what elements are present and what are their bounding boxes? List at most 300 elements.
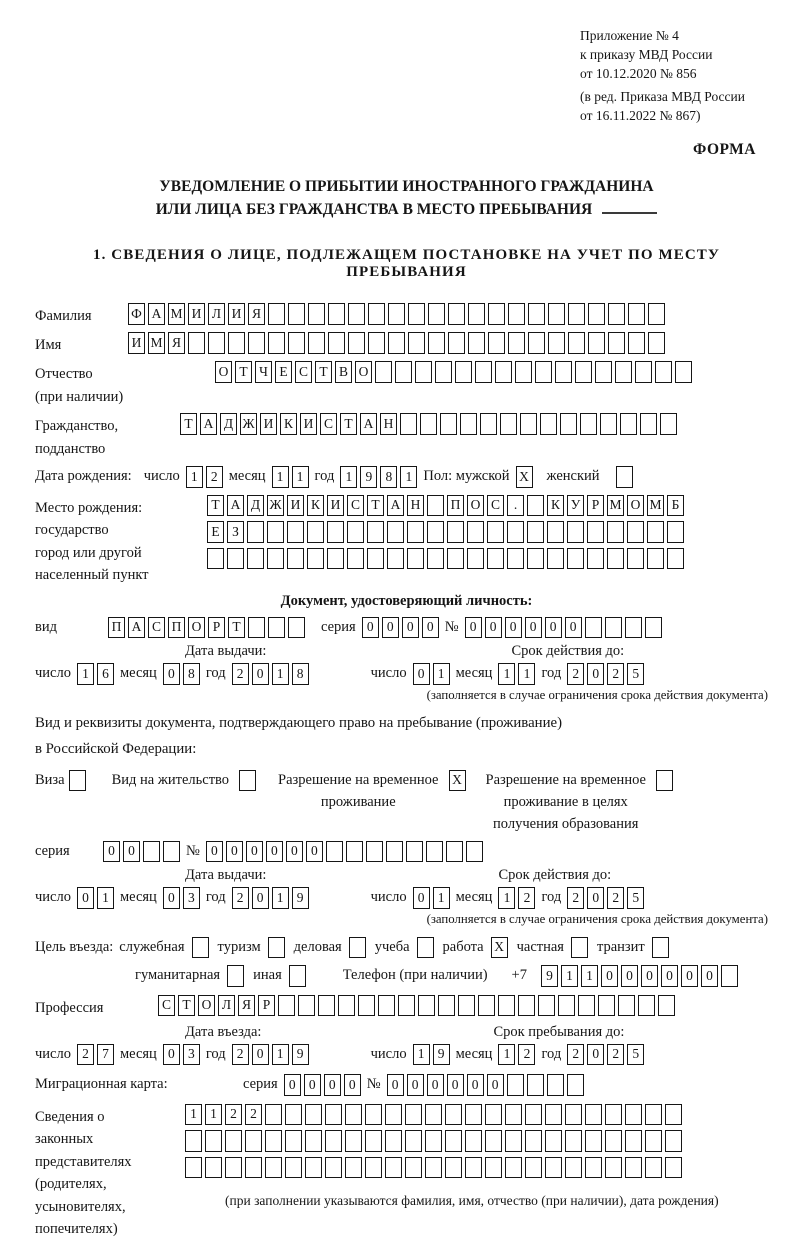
char-box[interactable]: 0	[344, 1074, 361, 1096]
char-box[interactable]	[185, 1130, 202, 1152]
char-box[interactable]	[448, 303, 465, 325]
char-box[interactable]: 1	[498, 887, 515, 909]
char-box[interactable]: 1	[581, 965, 598, 987]
char-box[interactable]	[665, 1104, 682, 1126]
char-box[interactable]	[438, 995, 455, 1017]
char-box[interactable]	[326, 841, 343, 863]
char-box[interactable]	[245, 1130, 262, 1152]
char-box[interactable]	[440, 413, 457, 435]
char-box[interactable]: Н	[407, 495, 424, 517]
doc-valid-day[interactable]	[413, 663, 450, 685]
char-box[interactable]	[228, 332, 245, 354]
char-box[interactable]	[395, 361, 412, 383]
char-box[interactable]	[608, 332, 625, 354]
char-box[interactable]	[605, 1104, 622, 1126]
char-box[interactable]: О	[215, 361, 232, 383]
char-box[interactable]	[305, 1104, 322, 1126]
char-box[interactable]	[425, 1104, 442, 1126]
char-box[interactable]	[560, 413, 577, 435]
char-box[interactable]	[535, 361, 552, 383]
char-box[interactable]	[365, 1130, 382, 1152]
char-box[interactable]: А	[200, 413, 217, 435]
char-box[interactable]: 1	[205, 1104, 222, 1126]
char-box[interactable]: В	[335, 361, 352, 383]
char-box[interactable]	[348, 332, 365, 354]
char-box[interactable]	[268, 617, 285, 639]
char-box[interactable]	[205, 1130, 222, 1152]
char-box[interactable]	[418, 995, 435, 1017]
char-box[interactable]: 0	[324, 1074, 341, 1096]
char-box[interactable]: 5	[627, 1044, 644, 1066]
char-box[interactable]: 2	[206, 466, 223, 488]
char-box[interactable]	[620, 413, 637, 435]
char-box[interactable]	[627, 521, 644, 543]
purpose-tourism-checkbox[interactable]	[268, 937, 285, 959]
char-box[interactable]	[385, 1104, 402, 1126]
char-box[interactable]: 0	[286, 841, 303, 863]
char-box[interactable]	[375, 361, 392, 383]
char-box[interactable]	[267, 548, 284, 570]
char-box[interactable]	[420, 413, 437, 435]
doc-number-input[interactable]	[465, 617, 662, 639]
char-box[interactable]	[468, 303, 485, 325]
char-box[interactable]	[525, 1130, 542, 1152]
char-box[interactable]	[585, 1157, 602, 1179]
char-box[interactable]	[308, 303, 325, 325]
char-box[interactable]: 8	[183, 663, 200, 685]
char-box[interactable]	[265, 1157, 282, 1179]
char-box[interactable]	[406, 841, 423, 863]
char-box[interactable]: 1	[77, 663, 94, 685]
char-box[interactable]	[652, 937, 669, 959]
char-box[interactable]	[248, 617, 265, 639]
char-box[interactable]	[528, 332, 545, 354]
char-box[interactable]	[265, 1104, 282, 1126]
char-box[interactable]	[485, 1130, 502, 1152]
char-box[interactable]	[628, 332, 645, 354]
char-box[interactable]: 2	[567, 887, 584, 909]
purpose-private-checkbox[interactable]	[571, 937, 588, 959]
char-box[interactable]: Я	[248, 303, 265, 325]
char-box[interactable]: 0	[362, 617, 379, 639]
char-box[interactable]	[405, 1157, 422, 1179]
char-box[interactable]	[388, 303, 405, 325]
purpose-study-checkbox[interactable]	[417, 937, 434, 959]
stay-day[interactable]	[413, 1044, 450, 1066]
char-box[interactable]: 2	[607, 887, 624, 909]
char-box[interactable]: 1	[272, 1044, 289, 1066]
char-box[interactable]	[527, 1074, 544, 1096]
char-box[interactable]: Т	[315, 361, 332, 383]
char-box[interactable]: 0	[505, 617, 522, 639]
char-box[interactable]	[547, 548, 564, 570]
char-box[interactable]	[398, 995, 415, 1017]
char-box[interactable]: 2	[607, 663, 624, 685]
char-box[interactable]	[367, 548, 384, 570]
char-box[interactable]	[345, 1130, 362, 1152]
char-box[interactable]	[407, 548, 424, 570]
char-box[interactable]	[143, 841, 160, 863]
char-box[interactable]: 9	[433, 1044, 450, 1066]
char-box[interactable]	[480, 413, 497, 435]
char-box[interactable]: 0	[252, 663, 269, 685]
phone-input[interactable]	[541, 965, 738, 987]
char-box[interactable]	[227, 548, 244, 570]
char-box[interactable]	[385, 1157, 402, 1179]
char-box[interactable]: 2	[567, 1044, 584, 1066]
char-box[interactable]	[488, 303, 505, 325]
char-box[interactable]	[267, 521, 284, 543]
char-box[interactable]: 0	[587, 663, 604, 685]
char-box[interactable]: Е	[275, 361, 292, 383]
char-box[interactable]	[207, 548, 224, 570]
patronymic-input[interactable]	[215, 361, 692, 383]
char-box[interactable]	[648, 303, 665, 325]
sex-male-checkbox[interactable]	[516, 466, 533, 488]
permit-series-input[interactable]	[103, 841, 180, 863]
char-box[interactable]	[538, 995, 555, 1017]
char-box[interactable]: 1	[413, 1044, 430, 1066]
char-box[interactable]: О	[198, 995, 215, 1017]
char-box[interactable]	[515, 361, 532, 383]
char-box[interactable]	[447, 548, 464, 570]
char-box[interactable]	[466, 841, 483, 863]
char-box[interactable]	[645, 1104, 662, 1126]
char-box[interactable]	[507, 1074, 524, 1096]
char-box[interactable]	[478, 995, 495, 1017]
char-box[interactable]	[527, 548, 544, 570]
char-box[interactable]: Т	[180, 413, 197, 435]
char-box[interactable]	[525, 1104, 542, 1126]
char-box[interactable]: Ч	[255, 361, 272, 383]
char-box[interactable]: 0	[465, 617, 482, 639]
char-box[interactable]	[327, 548, 344, 570]
char-box[interactable]	[548, 332, 565, 354]
char-box[interactable]: О	[467, 495, 484, 517]
char-box[interactable]: Н	[380, 413, 397, 435]
migration-number-input[interactable]	[387, 1074, 584, 1096]
char-box[interactable]: 1	[433, 663, 450, 685]
doc-series-input[interactable]	[362, 617, 439, 639]
char-box[interactable]	[446, 841, 463, 863]
char-box[interactable]: 0	[545, 617, 562, 639]
char-box[interactable]: 2	[232, 1044, 249, 1066]
temp-residence-checkbox[interactable]	[449, 770, 466, 792]
char-box[interactable]: 0	[487, 1074, 504, 1096]
char-box[interactable]: 0	[206, 841, 223, 863]
char-box[interactable]	[656, 770, 673, 792]
char-box[interactable]: 2	[607, 1044, 624, 1066]
char-box[interactable]	[505, 1157, 522, 1179]
char-box[interactable]: X	[516, 466, 533, 488]
char-box[interactable]: 0	[467, 1074, 484, 1096]
entry-month[interactable]	[163, 1044, 200, 1066]
char-box[interactable]	[588, 303, 605, 325]
birth-place-input-line2[interactable]	[207, 521, 684, 543]
char-box[interactable]: 0	[252, 887, 269, 909]
char-box[interactable]: К	[547, 495, 564, 517]
char-box[interactable]	[428, 332, 445, 354]
char-box[interactable]	[568, 332, 585, 354]
char-box[interactable]	[338, 995, 355, 1017]
char-box[interactable]: 9	[541, 965, 558, 987]
birth-place-input-line3[interactable]	[207, 548, 684, 570]
char-box[interactable]	[645, 617, 662, 639]
char-box[interactable]	[288, 303, 305, 325]
char-box[interactable]	[388, 332, 405, 354]
char-box[interactable]	[460, 413, 477, 435]
char-box[interactable]: 9	[292, 1044, 309, 1066]
char-box[interactable]	[605, 1157, 622, 1179]
char-box[interactable]: 0	[163, 887, 180, 909]
char-box[interactable]: 1	[185, 1104, 202, 1126]
stay-month[interactable]	[498, 1044, 535, 1066]
char-box[interactable]: С	[320, 413, 337, 435]
char-box[interactable]	[548, 303, 565, 325]
char-box[interactable]: 0	[601, 965, 618, 987]
char-box[interactable]: 7	[97, 1044, 114, 1066]
char-box[interactable]: 1	[498, 663, 515, 685]
char-box[interactable]	[571, 937, 588, 959]
char-box[interactable]	[635, 361, 652, 383]
char-box[interactable]	[225, 1130, 242, 1152]
char-box[interactable]	[185, 1157, 202, 1179]
char-box[interactable]: Ж	[240, 413, 257, 435]
char-box[interactable]	[268, 332, 285, 354]
char-box[interactable]	[518, 995, 535, 1017]
char-box[interactable]	[487, 548, 504, 570]
char-box[interactable]	[278, 995, 295, 1017]
doc-issue-day[interactable]	[77, 663, 114, 685]
char-box[interactable]: Б	[667, 495, 684, 517]
char-box[interactable]	[660, 413, 677, 435]
char-box[interactable]: И	[300, 413, 317, 435]
char-box[interactable]	[308, 332, 325, 354]
char-box[interactable]: 0	[427, 1074, 444, 1096]
doc-valid-month[interactable]	[498, 663, 535, 685]
char-box[interactable]: О	[627, 495, 644, 517]
char-box[interactable]	[640, 413, 657, 435]
char-box[interactable]	[365, 1104, 382, 1126]
entry-year[interactable]	[232, 1044, 309, 1066]
migration-series-input[interactable]	[284, 1074, 361, 1096]
char-box[interactable]: 0	[123, 841, 140, 863]
char-box[interactable]: 1	[272, 663, 289, 685]
char-box[interactable]	[448, 332, 465, 354]
purpose-humanitarian-checkbox[interactable]	[227, 965, 244, 987]
char-box[interactable]	[288, 617, 305, 639]
char-box[interactable]: И	[260, 413, 277, 435]
char-box[interactable]: 2	[232, 887, 249, 909]
char-box[interactable]: 0	[661, 965, 678, 987]
char-box[interactable]: 0	[485, 617, 502, 639]
char-box[interactable]: М	[148, 332, 165, 354]
char-box[interactable]	[288, 332, 305, 354]
char-box[interactable]	[580, 413, 597, 435]
char-box[interactable]	[545, 1157, 562, 1179]
purpose-other-checkbox[interactable]	[289, 965, 306, 987]
char-box[interactable]	[287, 521, 304, 543]
char-box[interactable]	[407, 521, 424, 543]
char-box[interactable]	[289, 965, 306, 987]
char-box[interactable]: О	[188, 617, 205, 639]
char-box[interactable]	[468, 332, 485, 354]
char-box[interactable]	[239, 770, 256, 792]
char-box[interactable]: А	[360, 413, 377, 435]
char-box[interactable]: И	[128, 332, 145, 354]
char-box[interactable]: 0	[77, 887, 94, 909]
char-box[interactable]: С	[487, 495, 504, 517]
char-box[interactable]	[567, 548, 584, 570]
char-box[interactable]: С	[148, 617, 165, 639]
char-box[interactable]	[600, 413, 617, 435]
char-box[interactable]	[368, 332, 385, 354]
birth-year-input[interactable]	[340, 466, 417, 488]
char-box[interactable]: 0	[246, 841, 263, 863]
char-box[interactable]	[665, 1157, 682, 1179]
char-box[interactable]	[387, 521, 404, 543]
char-box[interactable]: 0	[587, 1044, 604, 1066]
char-box[interactable]	[547, 521, 564, 543]
char-box[interactable]	[425, 1130, 442, 1152]
char-box[interactable]	[425, 1157, 442, 1179]
char-box[interactable]	[205, 1157, 222, 1179]
char-box[interactable]: 1	[340, 466, 357, 488]
char-box[interactable]	[527, 521, 544, 543]
name-input[interactable]	[128, 332, 665, 354]
char-box[interactable]	[605, 1130, 622, 1152]
char-box[interactable]	[325, 1130, 342, 1152]
char-box[interactable]	[667, 548, 684, 570]
visa-checkbox[interactable]	[69, 770, 86, 792]
doc-issue-year[interactable]	[232, 663, 309, 685]
char-box[interactable]	[318, 995, 335, 1017]
char-box[interactable]	[647, 548, 664, 570]
char-box[interactable]	[285, 1130, 302, 1152]
char-box[interactable]	[507, 521, 524, 543]
char-box[interactable]: И	[327, 495, 344, 517]
char-box[interactable]	[585, 617, 602, 639]
char-box[interactable]	[565, 1104, 582, 1126]
char-box[interactable]	[385, 1130, 402, 1152]
residence-permit-checkbox[interactable]	[239, 770, 256, 792]
char-box[interactable]: К	[307, 495, 324, 517]
char-box[interactable]	[265, 1130, 282, 1152]
char-box[interactable]	[645, 1157, 662, 1179]
char-box[interactable]: М	[168, 303, 185, 325]
char-box[interactable]: 1	[433, 887, 450, 909]
char-box[interactable]: Я	[168, 332, 185, 354]
char-box[interactable]	[675, 361, 692, 383]
citizenship-input[interactable]	[180, 413, 677, 435]
char-box[interactable]: 0	[681, 965, 698, 987]
char-box[interactable]	[325, 1104, 342, 1126]
char-box[interactable]	[245, 1157, 262, 1179]
purpose-official-checkbox[interactable]	[192, 937, 209, 959]
char-box[interactable]	[192, 937, 209, 959]
char-box[interactable]	[520, 413, 537, 435]
char-box[interactable]	[349, 937, 366, 959]
char-box[interactable]	[307, 521, 324, 543]
char-box[interactable]	[247, 548, 264, 570]
char-box[interactable]	[616, 466, 633, 488]
char-box[interactable]: Р	[587, 495, 604, 517]
char-box[interactable]	[347, 548, 364, 570]
char-box[interactable]	[345, 1104, 362, 1126]
char-box[interactable]: 0	[226, 841, 243, 863]
char-box[interactable]	[638, 995, 655, 1017]
char-box[interactable]: Е	[207, 521, 224, 543]
char-box[interactable]: Л	[208, 303, 225, 325]
char-box[interactable]	[328, 332, 345, 354]
char-box[interactable]: 0	[304, 1074, 321, 1096]
char-box[interactable]	[545, 1130, 562, 1152]
char-box[interactable]: 1	[518, 663, 535, 685]
char-box[interactable]: 1	[498, 1044, 515, 1066]
char-box[interactable]	[415, 361, 432, 383]
char-box[interactable]	[485, 1157, 502, 1179]
char-box[interactable]: 2	[77, 1044, 94, 1066]
char-box[interactable]	[325, 1157, 342, 1179]
representatives-input-line3[interactable]	[185, 1157, 719, 1179]
doc-kind-input[interactable]	[108, 617, 305, 639]
char-box[interactable]	[665, 1130, 682, 1152]
char-box[interactable]	[445, 1104, 462, 1126]
char-box[interactable]	[498, 995, 515, 1017]
char-box[interactable]	[405, 1104, 422, 1126]
char-box[interactable]	[505, 1104, 522, 1126]
char-box[interactable]: 2	[245, 1104, 262, 1126]
char-box[interactable]	[465, 1130, 482, 1152]
char-box[interactable]	[547, 1074, 564, 1096]
birth-day-input[interactable]	[186, 466, 223, 488]
char-box[interactable]	[458, 995, 475, 1017]
permit-issue-year[interactable]	[232, 887, 309, 909]
char-box[interactable]	[507, 548, 524, 570]
char-box[interactable]	[163, 841, 180, 863]
char-box[interactable]	[445, 1130, 462, 1152]
char-box[interactable]	[615, 361, 632, 383]
char-box[interactable]: 3	[183, 887, 200, 909]
char-box[interactable]: Т	[178, 995, 195, 1017]
char-box[interactable]	[655, 361, 672, 383]
char-box[interactable]: 0	[252, 1044, 269, 1066]
sex-female-checkbox[interactable]	[616, 466, 633, 488]
char-box[interactable]	[625, 617, 642, 639]
char-box[interactable]	[248, 332, 265, 354]
char-box[interactable]	[608, 303, 625, 325]
char-box[interactable]	[467, 521, 484, 543]
char-box[interactable]: 3	[183, 1044, 200, 1066]
char-box[interactable]	[465, 1157, 482, 1179]
char-box[interactable]: Т	[228, 617, 245, 639]
char-box[interactable]	[285, 1157, 302, 1179]
char-box[interactable]	[555, 361, 572, 383]
char-box[interactable]: Т	[367, 495, 384, 517]
char-box[interactable]	[487, 521, 504, 543]
char-box[interactable]: 5	[627, 887, 644, 909]
char-box[interactable]	[587, 548, 604, 570]
char-box[interactable]	[427, 495, 444, 517]
char-box[interactable]: Т	[207, 495, 224, 517]
char-box[interactable]	[445, 1157, 462, 1179]
char-box[interactable]: 0	[163, 663, 180, 685]
char-box[interactable]	[605, 617, 622, 639]
char-box[interactable]	[225, 1157, 242, 1179]
char-box[interactable]	[367, 521, 384, 543]
char-box[interactable]	[347, 521, 364, 543]
char-box[interactable]: 0	[587, 887, 604, 909]
